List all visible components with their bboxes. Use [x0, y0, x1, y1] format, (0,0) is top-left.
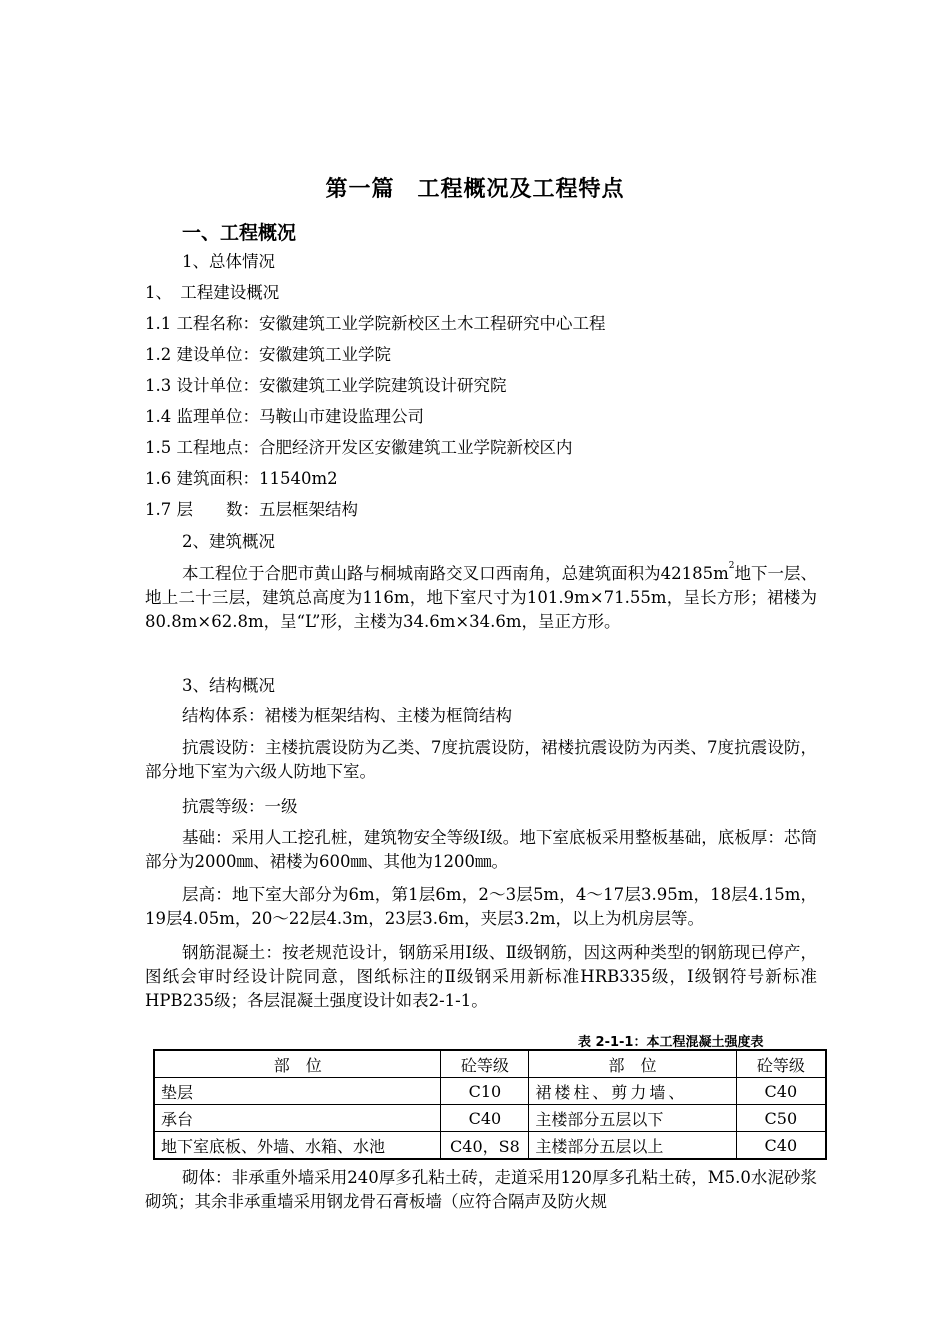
- table-cell: C10: [441, 1078, 529, 1105]
- item-line: 1.5 工程地点：合肥经济开发区安徽建筑工业学院新校区内: [145, 438, 573, 457]
- table-caption: 表 2-1-1：本工程混凝土强度表: [578, 1035, 764, 1050]
- paragraph-system: 结构体系：裙楼为框架结构、主楼为框筒结构: [182, 706, 512, 725]
- table-cell: 地下室底板、外墙、水箱、水池: [154, 1132, 441, 1160]
- section-heading: 一、工程概况: [182, 222, 297, 244]
- paragraph-floor-height: 层高：地下室大部分为6m，第1层6m，2～3层5m，4～17层3.95m，18层4.15m，19层4.05m，20～22层4.3m，23层3.6m，夹层3.2m，以上为机房层等。: [145, 885, 817, 928]
- item-line: 1.2 建设单位：安徽建筑工业学院: [145, 345, 391, 364]
- item-heading: 1、 工程建设概况: [145, 283, 280, 302]
- table-cell: C50: [736, 1105, 826, 1132]
- table-cell: C40，S8: [441, 1132, 529, 1160]
- table-cell: 主楼部分五层以上: [529, 1132, 736, 1160]
- paragraph-building-start: 本工程位于合肥市黄山路与桐城南路交叉口西南角，总建筑面积为42185m: [182, 564, 729, 583]
- paragraph-building-rest: 地下一层、地上二十三层，建筑总高度为116m，地下室尺寸为101.9m×71.55m，呈长方形；裙楼为80.8m×62.8m，呈“L”形，主楼为34.6m×34.6m，呈正方形。: [145, 564, 818, 631]
- concrete-strength-table: [153, 1049, 827, 1160]
- table-header-row: [154, 1050, 826, 1078]
- table-cell: 主楼部分五层以下: [529, 1105, 736, 1132]
- paragraph-rebar: 钢筋混凝土：按老规范设计，钢筋采用Ⅰ级、Ⅱ级钢筋，因这两种类型的钢筋现已停产，图纸会审时经设计院同意，图纸标注的Ⅱ级钢采用新标准HRB335级，Ⅰ级钢符号新标准HPB235级；各层混凝土强度设计如表2-1-1。: [145, 943, 817, 1010]
- item-line: 1.7 层 数：五层框架结构: [145, 500, 358, 519]
- item-line: 1.3 设计单位：安徽建筑工业学院建筑设计研究院: [145, 376, 507, 395]
- header-cell: 部 位: [529, 1050, 736, 1078]
- header-cell: 砼等级: [736, 1050, 826, 1078]
- chapter-title: 第一篇 工程概况及工程特点: [325, 177, 625, 202]
- header-cell: 砼等级: [441, 1050, 529, 1078]
- header-cell: 部 位: [154, 1050, 441, 1078]
- table-cell: C40: [736, 1078, 826, 1105]
- table-cell: 垫层: [154, 1078, 441, 1105]
- item-line: 1.6 建筑面积：11540m2: [145, 469, 338, 488]
- table-cell: 承台: [154, 1105, 441, 1132]
- paragraph-foundation: 基础：采用人工挖孔桩，建筑物安全等级Ⅰ级。地下室底板采用整板基础，底板厚：芯筒部分为2000㎜、裙楼为600㎜、其他为1200㎜。: [145, 828, 817, 871]
- table-cell: 裙楼柱、剪力墙、: [529, 1078, 736, 1105]
- subheading-building: 2、建筑概况: [182, 532, 275, 551]
- item-line: 1.4 监理单位：马鞍山市建设监理公司: [145, 407, 424, 426]
- paragraph-building: [145, 562, 817, 634]
- table-row: [154, 1132, 826, 1160]
- paragraph-seismic-grade: 抗震等级：一级: [182, 797, 298, 816]
- subheading-structure: 3、结构概况: [182, 676, 275, 695]
- superscript: 2: [728, 561, 735, 571]
- table-row: [154, 1105, 826, 1132]
- table-cell: C40: [441, 1105, 529, 1132]
- paragraph-masonry: 砌体：非承重外墙采用240厚多孔粘土砖，走道采用120厚多孔粘土砖，M5.0水泥砂浆砌筑；其余非承重墙采用钢龙骨石膏板墙（应符合隔声及防火规: [145, 1168, 817, 1211]
- subheading-general: 1、总体情况: [182, 252, 275, 271]
- table-cell: C40: [736, 1132, 826, 1160]
- table-row: [154, 1078, 826, 1105]
- paragraph-seismic: 抗震设防：主楼抗震设防为乙类、7度抗震设防，裙楼抗震设防为丙类、7度抗震设防，部分地下室为六级人防地下室。: [145, 738, 817, 781]
- item-line: 1.1 工程名称：安徽建筑工业学院新校区土木工程研究中心工程: [145, 314, 606, 333]
